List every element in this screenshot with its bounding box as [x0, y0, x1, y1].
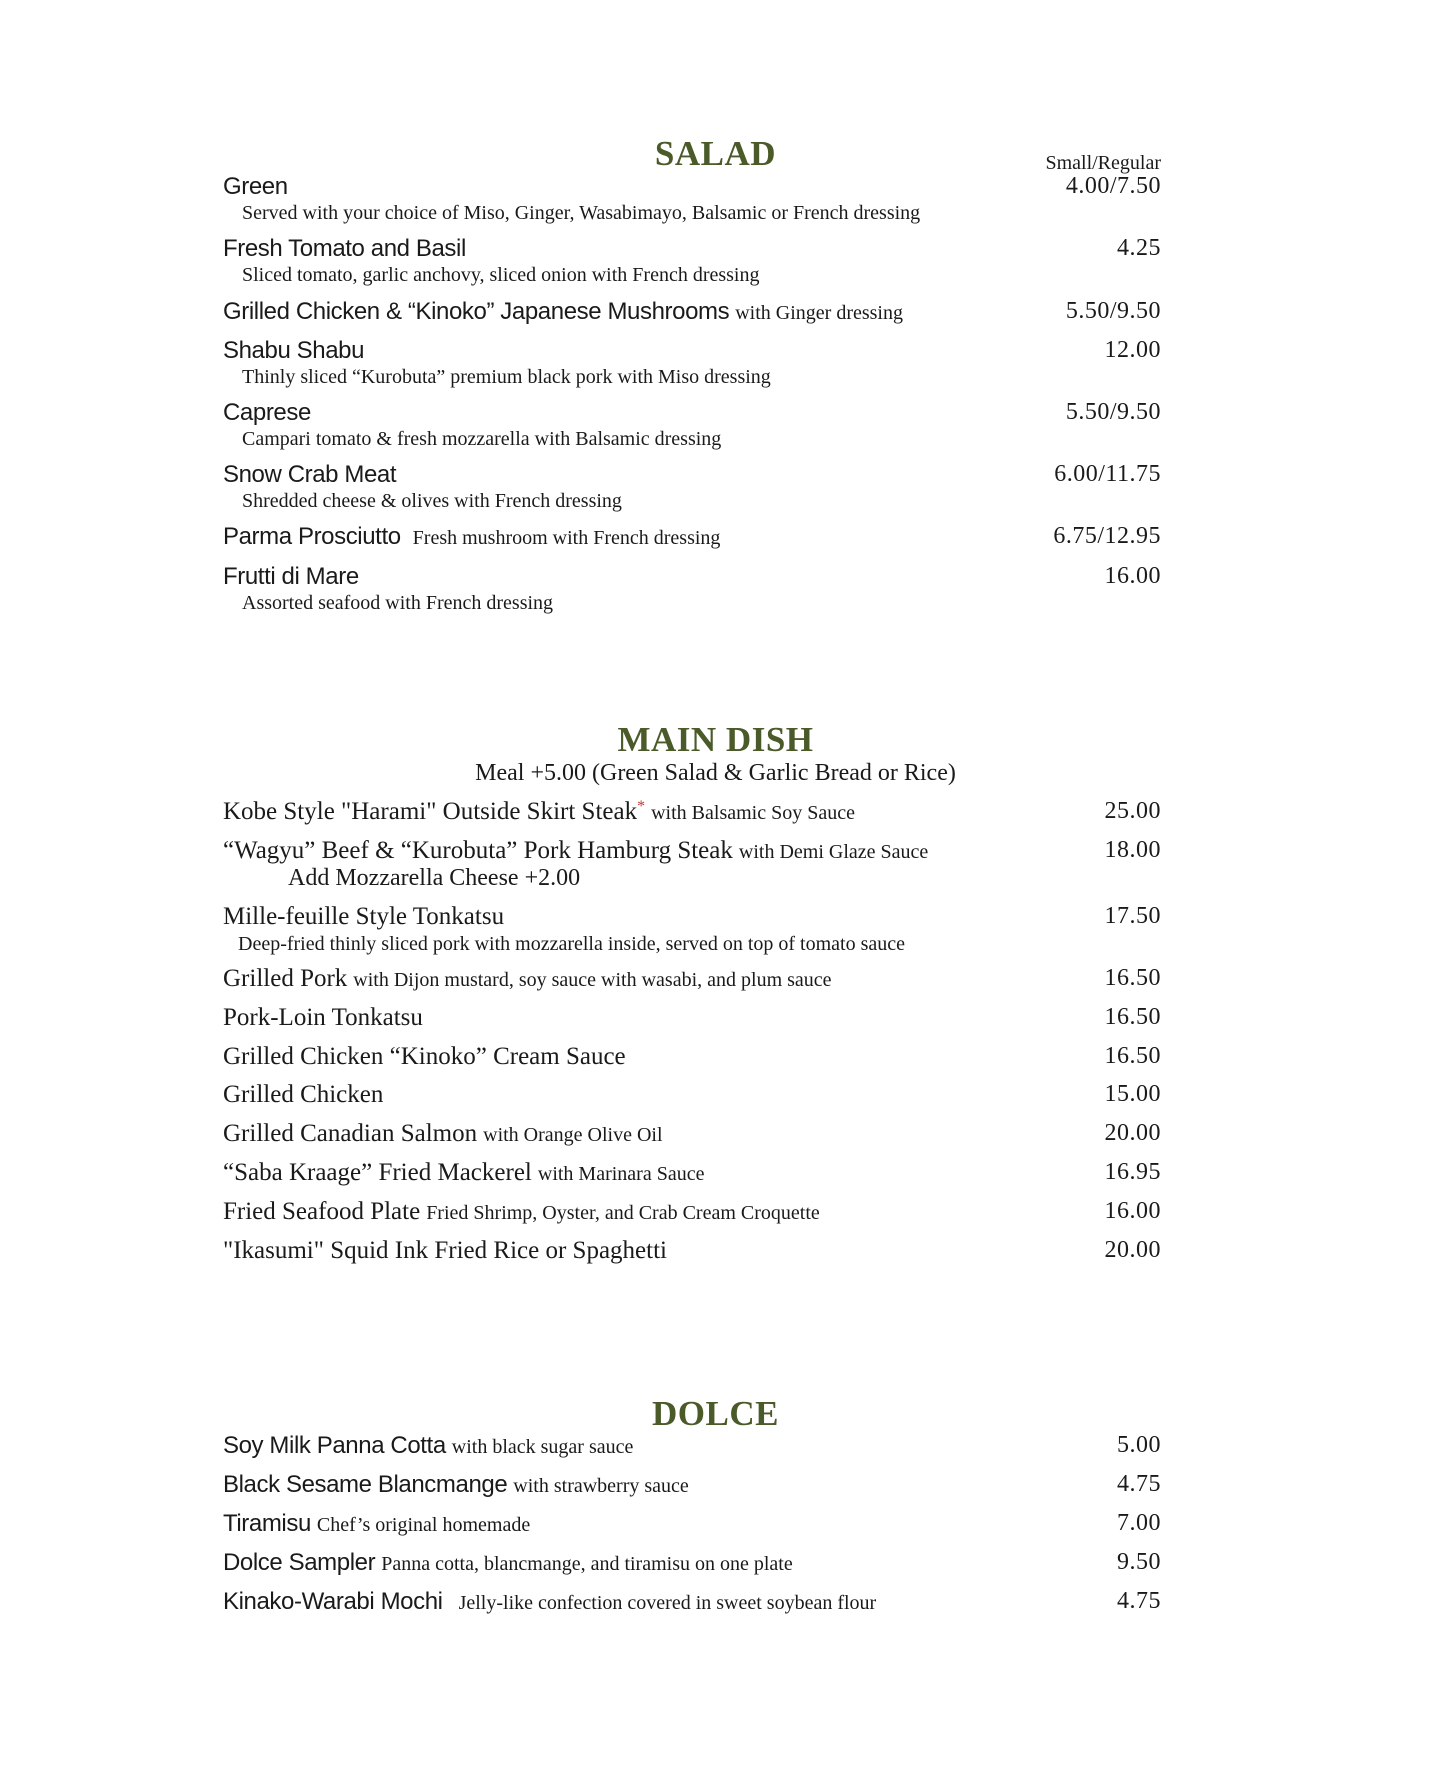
item-price: 4.25 [1117, 235, 1161, 261]
item-name: Grilled Chicken [223, 1081, 384, 1108]
item-price: 12.00 [1104, 337, 1161, 363]
item-sauce: with black sugar sauce [451, 1436, 634, 1458]
item-name: Kobe Style "Harami" Outside Skirt Steak [223, 798, 638, 825]
item-sauce: with Balsamic Soy Sauce [651, 802, 855, 824]
item-price: 9.50 [1117, 1549, 1161, 1575]
item-description: Assorted seafood with French dressing [242, 592, 554, 614]
item-name: Green [223, 173, 288, 200]
item-name: Caprese [223, 399, 311, 426]
raw-warning-marker: * [637, 798, 646, 815]
menu-item [223, 1510, 1161, 1544]
item-sauce: with Ginger dressing [735, 302, 903, 324]
item-price: 4.75 [1117, 1588, 1161, 1614]
item-description: Sliced tomato, garlic anchovy, sliced onion with French dressing [242, 264, 760, 286]
menu-item [223, 523, 1161, 557]
item-sauce: Fried Shrimp, Oyster, and Crab Cream Croquette [426, 1202, 820, 1224]
item-name: Grilled Canadian Salmon [223, 1120, 478, 1147]
item-name: Kinako-Warabi Mochi [223, 1588, 443, 1615]
item-price: 16.50 [1104, 1004, 1161, 1030]
item-name: Tiramisu [223, 1510, 311, 1537]
item-name: Grilled Chicken “Kinoko” Cream Sauce [223, 1043, 626, 1070]
item-sauce: with Marinara Sauce [537, 1163, 705, 1185]
item-addon: Add Mozzarella Cheese +2.00 [288, 865, 581, 891]
item-price: 5.50/9.50 [1065, 298, 1161, 324]
item-name: “Wagyu” Beef & “Kurobuta” Pork Hamburg Steak [223, 837, 733, 864]
item-name: Black Sesame Blancmange [223, 1471, 508, 1498]
item-price: 15.00 [1104, 1081, 1161, 1107]
item-price: 5.50/9.50 [1065, 399, 1161, 425]
menu-item [223, 298, 1161, 332]
item-price: 25.00 [1104, 798, 1161, 824]
item-price: 6.00/11.75 [1054, 461, 1161, 487]
menu-item [223, 1198, 1161, 1232]
item-name: Fresh Tomato and Basil [223, 235, 466, 262]
item-name: Dolce Sampler [223, 1549, 376, 1576]
menu-item [223, 1043, 1161, 1077]
menu-item [223, 1237, 1161, 1271]
meal-note: Meal +5.00 (Green Salad & Garlic Bread or Rice) [475, 760, 956, 786]
item-name: “Saba Kraage” Fried Mackerel [223, 1159, 532, 1186]
item-price: 20.00 [1104, 1237, 1161, 1263]
item-price: 17.50 [1104, 903, 1161, 929]
item-name: Soy Milk Panna Cotta [223, 1432, 446, 1459]
menu-item [223, 1004, 1161, 1038]
item-sauce: with strawberry sauce [513, 1475, 689, 1497]
item-name: Pork-Loin Tonkatsu [223, 1004, 423, 1031]
item-price: 16.00 [1104, 1198, 1161, 1224]
item-description: Deep-fried thinly sliced pork with mozzarella inside, served on top of tomato sauce [238, 933, 906, 955]
size-column-header: Small/Regular [1045, 152, 1161, 174]
item-description: Shredded cheese & olives with French dressing [242, 490, 622, 512]
item-price: 16.95 [1104, 1159, 1161, 1185]
item-price: 6.75/12.95 [1053, 523, 1161, 549]
item-price: 4.00/7.50 [1065, 173, 1161, 199]
item-sauce: with Dijon mustard, soy sauce with wasabi, and plum sauce [353, 969, 832, 991]
item-name: Grilled Chicken & “Kinoko” Japanese Mushrooms [223, 298, 730, 325]
menu-item [223, 1159, 1161, 1193]
item-description: Thinly sliced “Kurobuta” premium black pork with Miso dressing [242, 366, 771, 388]
item-name: Mille-feuille Style Tonkatsu [223, 903, 505, 930]
item-name: Fried Seafood Plate [223, 1198, 421, 1225]
item-sauce: Fresh mushroom with French dressing [412, 527, 721, 549]
item-price: 16.50 [1104, 965, 1161, 991]
item-description: Served with your choice of Miso, Ginger, Wasabimayo, Balsamic or French dressing [242, 202, 921, 224]
item-description: Campari tomato & fresh mozzarella with Balsamic dressing [242, 428, 722, 450]
item-sauce: with Orange Olive Oil [483, 1124, 663, 1146]
menu-item [223, 798, 1161, 832]
item-price: 18.00 [1104, 837, 1161, 863]
dolce-section-title: DOLCE [652, 1394, 779, 1433]
item-name: Snow Crab Meat [223, 461, 397, 488]
item-sauce: Chef’s original homemade [316, 1514, 531, 1536]
item-name: Shabu Shabu [223, 337, 365, 364]
menu-item [223, 1081, 1161, 1115]
item-price: 20.00 [1104, 1120, 1161, 1146]
menu-item [223, 1588, 1161, 1622]
menu-item [223, 1471, 1161, 1505]
item-sauce: Panna cotta, blancmange, and tiramisu on one plate [381, 1553, 793, 1575]
item-name: Grilled Pork [223, 965, 348, 992]
menu-item [223, 1432, 1161, 1466]
item-price: 7.00 [1117, 1510, 1161, 1536]
menu-item [223, 965, 1161, 999]
item-name: "Ikasumi" Squid Ink Fried Rice or Spaghetti [223, 1237, 667, 1264]
item-price: 5.00 [1117, 1432, 1161, 1458]
item-name: Parma Prosciutto [223, 523, 401, 550]
item-sauce: with Demi Glaze Sauce [738, 841, 929, 863]
item-price: 4.75 [1117, 1471, 1161, 1497]
menu-item [223, 903, 1161, 937]
item-name: Frutti di Mare [223, 563, 359, 590]
item-price: 16.00 [1104, 563, 1161, 589]
item-sauce: Jelly-like confection covered in sweet soybean flour [458, 1592, 877, 1614]
main-dish-section-title: MAIN DISH [617, 720, 814, 759]
item-price: 16.50 [1104, 1043, 1161, 1069]
salad-section-title: SALAD [654, 134, 777, 173]
menu-item [223, 1549, 1161, 1583]
menu-item [223, 1120, 1161, 1154]
